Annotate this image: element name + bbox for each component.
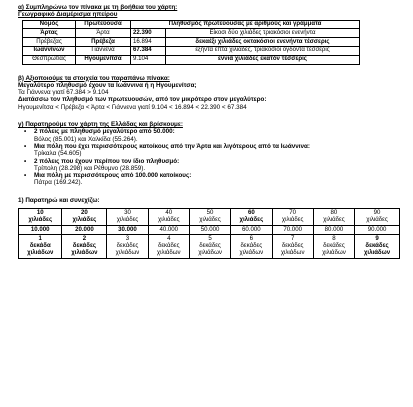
column-header: Νομός	[23, 20, 76, 29]
population-number-cell: 22.390	[131, 29, 166, 38]
thousands-cell: 80 χιλιάδες	[313, 209, 354, 226]
list-item	[34, 143, 400, 158]
number-cell: 10.000	[19, 225, 62, 235]
population-words-cell: εξήντα επτά χιλιάδες, τριακόσιοι ογδόντα τέσσερις	[166, 46, 360, 55]
capital-cell: Πρέβεζα	[76, 38, 131, 47]
table-row	[23, 46, 360, 55]
finding-answer: Βόλος (85.001) και Χαλκίδα (55.264).	[34, 135, 138, 143]
population-number-cell: 67.384	[131, 46, 166, 55]
question-1: Μεγαλύτερο πληθυσμό έχουν τα Ιωάννινα ή η Ηγουμενίτσα;	[18, 81, 197, 89]
column-header: Πρωτεύουσα	[76, 20, 131, 29]
list-item	[34, 172, 400, 187]
tens-of-thousands-cell: 6 δεκάδες χιλιάδων	[231, 235, 272, 258]
table-row	[19, 225, 400, 235]
finding-question: • 2 πόλεις με πληθυσμό μεγαλύτερο από 50.000:	[34, 128, 175, 136]
finding-list	[18, 128, 400, 186]
tens-of-thousands-cell: 7 δεκάδες χιλιάδων	[272, 235, 313, 258]
finding-question: • Μια πόλη που έχει περισσότερους κατοίκους από την Άρτα και λιγότερους από τα Ιωάννινα:	[34, 142, 310, 150]
population-table	[22, 20, 360, 65]
section-a-subheading: Γεωγραφικό Διαμέρισμα ηπείρου	[18, 11, 118, 19]
thousands-table	[18, 208, 400, 259]
section-b-heading: β) Αξιοποιούμε τα στοιχεία του παραπάνω πίνακα:	[18, 74, 170, 82]
thousands-cell: 60 χιλιάδες	[231, 209, 272, 226]
number-cell: 50.000	[189, 225, 230, 235]
table-row	[23, 55, 360, 64]
table-row	[19, 235, 400, 258]
tens-of-thousands-cell: 5 δεκάδες χιλιάδων	[189, 235, 230, 258]
thousands-cell: 30 χιλιάδες	[107, 209, 148, 226]
population-number-cell: 16.894	[131, 38, 166, 47]
table-header-row	[23, 20, 360, 29]
tens-of-thousands-cell: 4 δεκάδες χιλιάδων	[148, 235, 189, 258]
number-cell: 40.000	[148, 225, 189, 235]
number-cell: 60.000	[231, 225, 272, 235]
thousands-cell: 70 χιλιάδες	[272, 209, 313, 226]
tens-of-thousands-cell: 1 δεκάδα χιλιάδων	[19, 235, 62, 258]
thousands-cell: 50 χιλιάδες	[189, 209, 230, 226]
population-words-cell: εννιά χιλιάδες εκατόν τέσσερις	[166, 55, 360, 64]
number-cell: 70.000	[272, 225, 313, 235]
population-number-cell: 9.104	[131, 55, 166, 64]
thousands-cell: 20 χιλιάδες	[62, 209, 107, 226]
number-cell: 80.000	[313, 225, 354, 235]
section-1-heading: 1) Παρατηρώ και συνεχίζω:	[18, 196, 100, 204]
nomos-cell: Θεσπρωτίας	[23, 55, 76, 64]
table-row	[23, 38, 360, 47]
question-2: Διατάσσω τον πληθυσμό των πρωτευουσών, από τον μικρότερο στον μεγαλύτερο:	[18, 96, 267, 104]
capital-cell: Άρτα	[76, 29, 131, 38]
capital-cell: Γιάννενα	[76, 46, 131, 55]
finding-answer: Πάτρα (169.242).	[34, 179, 83, 187]
answer-1: Τα Γιάννενα γιατί 67.384 > 9.104	[18, 89, 109, 97]
nomos-cell: Άρτας	[23, 29, 76, 38]
worksheet-page	[18, 4, 400, 259]
tens-of-thousands-cell: 3 δεκάδες χιλιάδων	[107, 235, 148, 258]
finding-question: • Μια πόλη με περισσότερους από 100.000 κατοίκους:	[34, 172, 192, 180]
population-words-cell: δεκαέξι χιλιάδες οκτακόσιοι ενενήντα τέσσερις	[166, 38, 360, 47]
finding-question: • 2 πόλεις που έχουν περίπου τον ίδιο πληθυσμό:	[34, 157, 180, 165]
thousands-cell: 90 χιλιάδες	[355, 209, 400, 226]
column-header: Πληθυσμός πρωτεύουσας με αριθμούς και γράμματα	[131, 20, 360, 29]
number-cell: 20.000	[62, 225, 107, 235]
tens-of-thousands-cell: 8 δεκάδες χιλιάδων	[313, 235, 354, 258]
answer-2: Ηγουμενίτσα < Πρέβεζα < Άρτα < Γιάννενα γιατί 9.104 < 16.894 < 22.390 < 67.384	[18, 103, 247, 111]
section-a-heading: α) Συμπληρώνω τον πίνακα με τη βοήθεια του χάρτη:	[18, 4, 178, 11]
thousands-cell: 40 χιλιάδες	[148, 209, 189, 226]
table-row	[19, 209, 400, 226]
list-item	[34, 128, 400, 143]
population-words-cell: Είκοσι δύο χιλιάδες τριακόσιοι ενενήντα	[166, 29, 360, 38]
number-cell: 30.000	[107, 225, 148, 235]
list-item	[34, 158, 400, 173]
tens-of-thousands-cell: 9 δεκάδες χιλιάδων	[355, 235, 400, 258]
nomos-cell: Ιωαννίνων	[23, 46, 76, 55]
table-row	[23, 29, 360, 38]
finding-answer: Τρίκαλα (54.605)	[34, 150, 82, 158]
tens-of-thousands-cell: 2 δεκάδες χιλιάδων	[62, 235, 107, 258]
finding-answer: Τρίπολη (28.298) και Ρέθυμνο (28.859).	[34, 164, 146, 172]
section-g-heading: γ) Παρατηρούμε τον χάρτη της Ελλάδας και βρίσκουμε:	[18, 121, 183, 129]
nomos-cell: Πρέβεζας	[23, 38, 76, 47]
capital-cell: Ηγουμενίτσα	[76, 55, 131, 64]
number-cell: 90.000	[355, 225, 400, 235]
thousands-cell: 10 χιλιάδες	[19, 209, 62, 226]
